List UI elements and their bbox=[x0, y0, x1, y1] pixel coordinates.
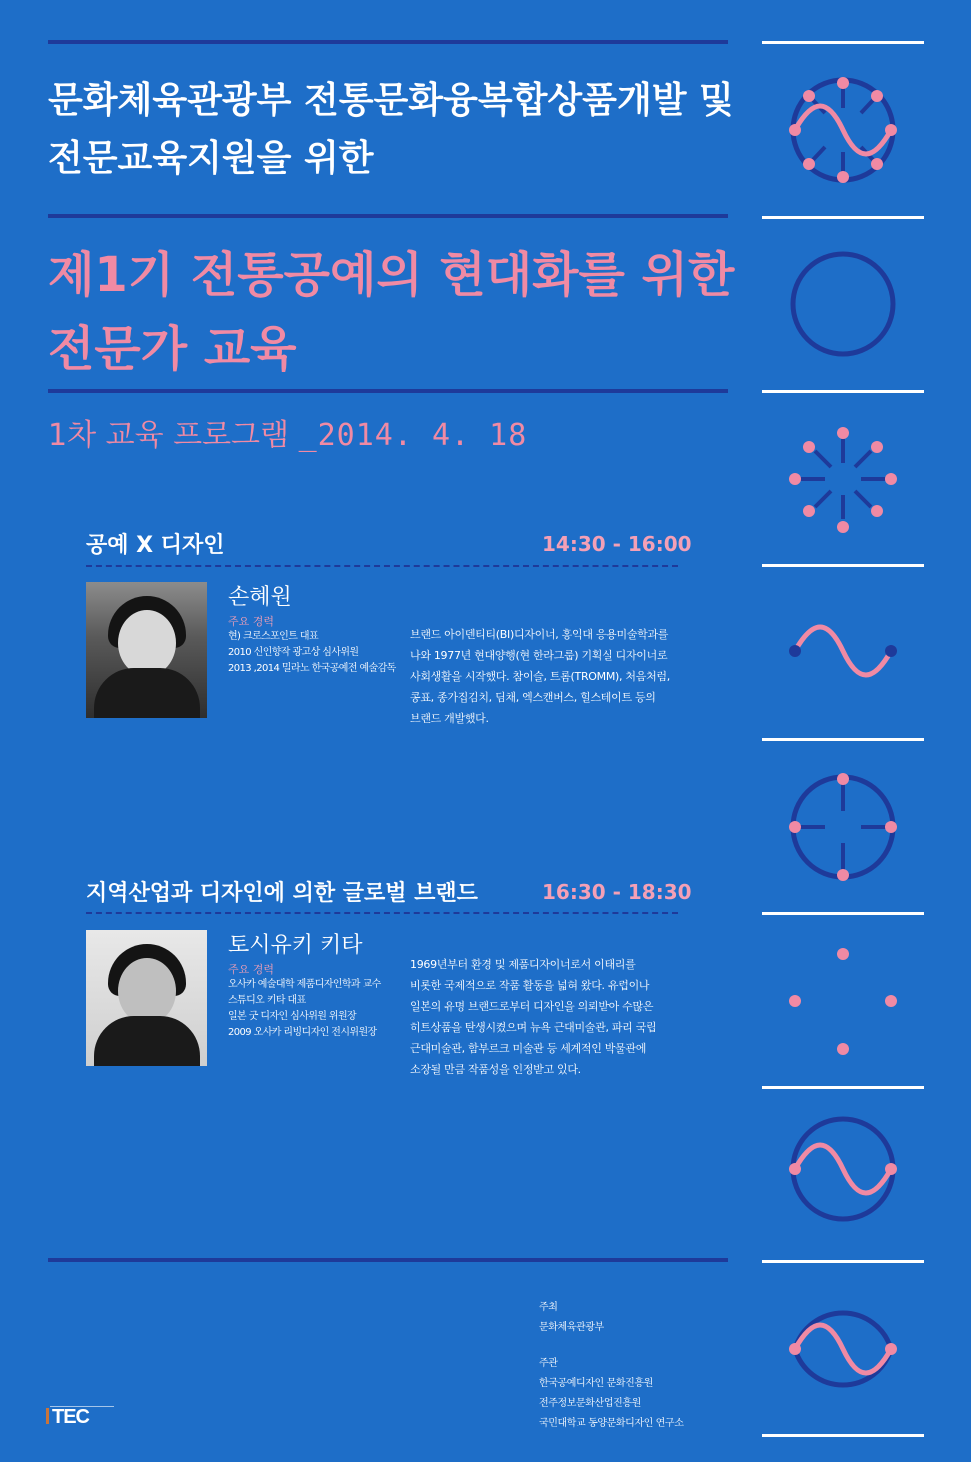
speaker-1-career bbox=[228, 629, 396, 677]
session-2-time: 16:30 - 18:30 bbox=[542, 880, 692, 904]
tec-logo bbox=[46, 1404, 114, 1426]
description-line: 나와 1977년 현대양행(현 한라그룹) 기획실 디자이너로 bbox=[410, 649, 668, 662]
header-line-2: 전문교육지원을 위한 bbox=[48, 138, 374, 179]
mid-rule-2 bbox=[48, 389, 728, 393]
description-line: 브랜드 개발했다. bbox=[410, 712, 489, 725]
session-1-title: 공예 X 디자인 bbox=[86, 533, 225, 558]
course-title-line-1: 제1기 전통공예의 현대화를 위한 bbox=[48, 247, 735, 303]
description-line: 사회생활을 시작했다. 참이슬, 트롬(TROMM), 처음처럼, bbox=[410, 670, 670, 683]
host-name: 문화체육관광부 bbox=[539, 1322, 604, 1333]
speaker-1-career-label: 주요 경력 bbox=[228, 615, 275, 628]
icon-separator bbox=[762, 1260, 924, 1263]
header-heading bbox=[48, 72, 748, 188]
session-2-title: 지역산업과 디자인에 의한 글로벌 브랜드 bbox=[86, 881, 478, 906]
speaker-1-name: 손혜원 bbox=[228, 585, 292, 610]
program-label: 1차 교육 프로그램 bbox=[48, 418, 299, 453]
session-1-divider bbox=[86, 565, 678, 567]
description-line: 1969년부터 환경 및 제품디자이너로서 이태리를 bbox=[410, 958, 636, 971]
description-line: 소장될 만큼 작품성을 인정받고 있다. bbox=[410, 1063, 581, 1076]
bottom-rule bbox=[48, 1258, 728, 1262]
icon-separator bbox=[762, 390, 924, 393]
icon-separator bbox=[762, 1434, 924, 1437]
description-line: 브랜드 아이덴티티(BI)디자이너, 홍익대 응용미술학과를 bbox=[410, 628, 669, 641]
three-dots-icon bbox=[773, 933, 913, 1073]
icon-separator bbox=[762, 1086, 924, 1089]
crosshair-circle-icon bbox=[773, 759, 913, 899]
speaker-1-photo bbox=[86, 582, 207, 718]
icon-separator bbox=[762, 41, 924, 44]
session-2-divider bbox=[86, 912, 678, 914]
icon-separator bbox=[762, 216, 924, 219]
organizer-label: 주관 bbox=[539, 1358, 558, 1369]
logo-text: TEC bbox=[52, 1406, 89, 1426]
organizer-name: 전주정보문화산업진흥원 bbox=[539, 1398, 641, 1409]
speaker-2-name: 토시유키 키타 bbox=[228, 933, 363, 958]
speaker-1-description bbox=[410, 624, 670, 729]
circle-sine-split-icon bbox=[773, 1281, 913, 1421]
speaker-2-career-label: 주요 경력 bbox=[228, 963, 275, 976]
career-item: 2010 신인향작 광고상 심사위원 bbox=[228, 647, 359, 658]
sine-wave-icon bbox=[773, 585, 913, 725]
header-line-1: 문화체육관광부 전통문화융복합상품개발 및 bbox=[48, 80, 734, 121]
description-line: 콩표, 종가집김치, 딤채, 엑스캔버스, 힐스테이트 등의 bbox=[410, 691, 656, 704]
description-line: 근대미술관, 함부르크 미술관 등 세계적인 박물관에 bbox=[410, 1042, 647, 1055]
career-item: 현) 크로스포인트 대표 bbox=[228, 631, 318, 642]
description-line: 비롯한 국제적으로 작품 활동을 넓혀 왔다. 유럽이나 bbox=[410, 979, 650, 992]
program-date: _2014. 4. 18 bbox=[298, 418, 528, 453]
speaker-2-photo bbox=[86, 930, 207, 1066]
description-line: 일본의 유명 브랜드로부터 디자인을 의뢰받아 수많은 bbox=[410, 1000, 654, 1013]
icon-separator bbox=[762, 912, 924, 915]
speaker-2-career bbox=[228, 977, 381, 1041]
career-item: 일본 굿 디자인 심사위원 위원장 bbox=[228, 1011, 357, 1022]
circle-icon bbox=[773, 237, 913, 377]
sunburst-icon bbox=[773, 411, 913, 551]
career-item: 오사카 예술대학 제품디자인학과 교수 bbox=[228, 979, 381, 990]
top-rule bbox=[48, 40, 728, 44]
host-label: 주최 bbox=[539, 1302, 558, 1313]
icon-separator bbox=[762, 564, 924, 567]
circle-sine-icon bbox=[773, 1107, 913, 1247]
session-1-time: 14:30 - 16:00 bbox=[542, 532, 692, 556]
organizer-name: 한국공예디자인 문화진흥원 bbox=[539, 1378, 653, 1389]
career-item: 스튜디오 키타 대표 bbox=[228, 995, 306, 1006]
organizer-name: 국민대학교 동양문화디자인 연구소 bbox=[539, 1418, 684, 1429]
description-line: 히트상품을 탄생시켰으며 뉴욕 근대미술관, 파리 국립 bbox=[410, 1021, 657, 1034]
career-item: 2013 ,2014 밀라노 한국공예전 예술감독 bbox=[228, 663, 396, 674]
career-item: 2009 오사카 리빙디자인 전시위원장 bbox=[228, 1027, 377, 1038]
speaker-2-description bbox=[410, 954, 656, 1080]
circle-sine-spokes-icon bbox=[773, 63, 913, 203]
credits bbox=[539, 1298, 683, 1434]
icon-separator bbox=[762, 738, 924, 741]
course-title-line-2: 전문가 교육 bbox=[48, 321, 297, 377]
course-title bbox=[48, 238, 768, 386]
program-heading bbox=[48, 410, 527, 454]
mid-rule-1 bbox=[48, 214, 728, 218]
